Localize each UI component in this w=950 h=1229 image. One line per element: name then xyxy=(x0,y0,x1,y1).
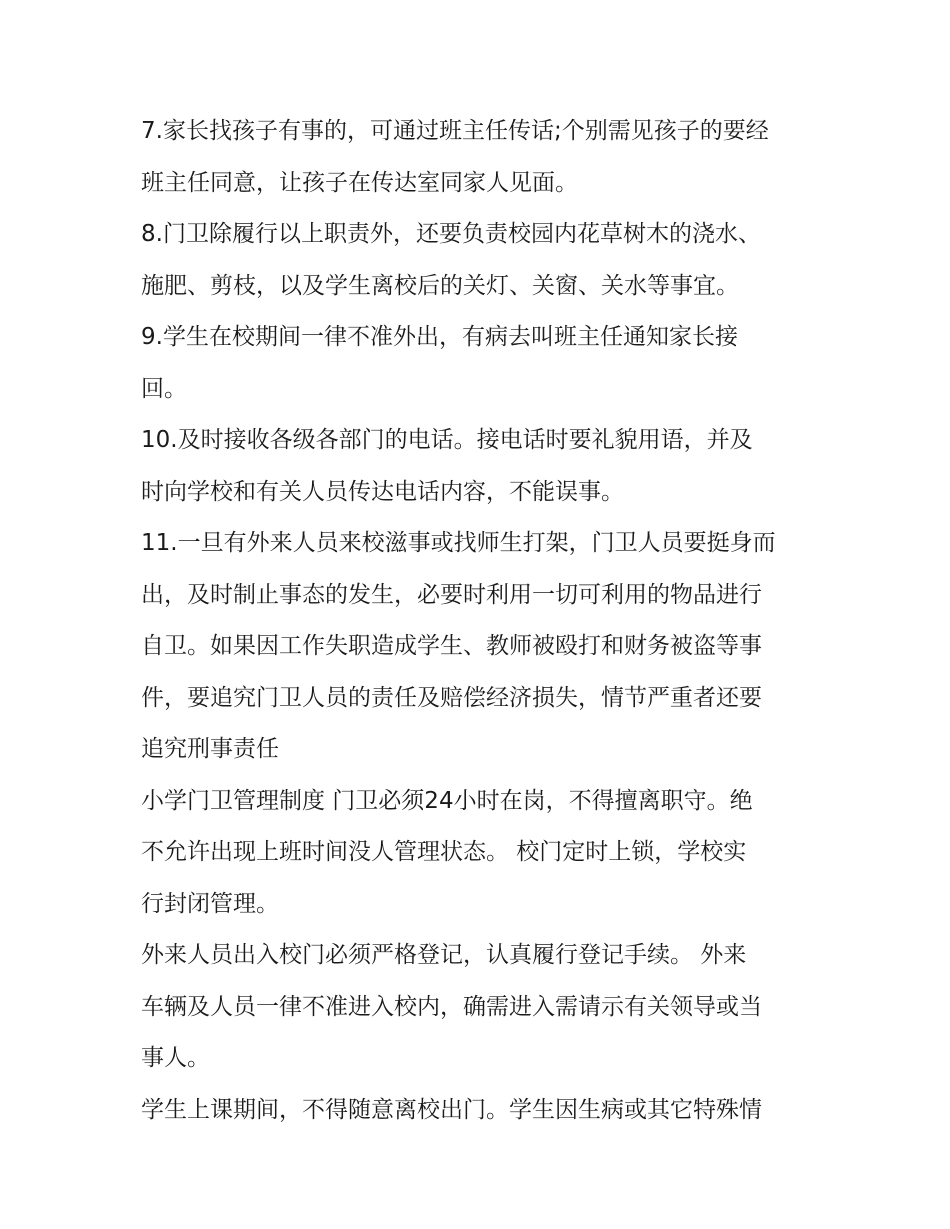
text-line: 施肥、剪枝，以及学生离校后的关灯、关窗、关水等事宜。 xyxy=(141,272,739,299)
document-paragraph xyxy=(141,415,821,518)
text-line: 外来人员出入校门必须严格登记，认真履行登记手续。 外来 xyxy=(141,942,747,968)
document-paragraph xyxy=(141,312,821,415)
text-line: 10.及时接收各级各部门的电话。接电话时要礼貌用语，并及 xyxy=(141,427,753,453)
text-line: 学生上课期间，不得随意离校出门。学生因生病或其它特殊情 xyxy=(141,1096,762,1123)
text-line: 件，要追究门卫人员的责任及赔偿经济损失，情节严重者还要 xyxy=(141,684,762,711)
text-line: 事人。 xyxy=(141,1045,210,1071)
text-line: 自卫。如果因工作失职造成学生、教师被殴打和财务被盗等事 xyxy=(141,633,762,659)
text-line: 不允许出现上班时间没人管理状态。 校门定时上锁，学校实 xyxy=(141,839,747,865)
document-paragraph xyxy=(141,776,821,931)
text-line: 车辆及人员一律不准进入校内，确需进入需请示有关领导或当 xyxy=(141,993,762,1020)
text-line: 8.门卫除履行以上职责外，还要负责校园内花草树木的浇水、 xyxy=(141,221,761,247)
text-line: 小学门卫管理制度 门卫必须24小时在岗，不得擅离职守。绝 xyxy=(141,787,753,814)
text-line: 行封闭管理。 xyxy=(141,890,279,917)
text-line: 7.家长找孩子有事的，可通过班主任传话;个别需见孩子的要经 xyxy=(141,118,769,144)
text-line: 回。 xyxy=(141,375,187,402)
text-line: 出，及时制止事态的发生，必要时利用一切可利用的物品进行 xyxy=(141,581,762,608)
text-line: 11.一旦有外来人员来校滋事或找师生打架，门卫人员要挺身而 xyxy=(141,530,776,556)
document-body xyxy=(141,106,821,1136)
document-paragraph xyxy=(141,209,821,312)
document-paragraph xyxy=(141,1085,821,1137)
document-paragraph xyxy=(141,106,821,209)
text-line: 追究刑事责任 xyxy=(141,736,279,762)
document-paragraph xyxy=(141,518,821,776)
text-line: 时向学校和有关人员传达电话内容，不能误事。 xyxy=(141,478,624,505)
text-line: 班主任同意，让孩子在传达室同家人见面。 xyxy=(141,169,578,196)
text-line: 9.学生在校期间一律不准外出，有病去叫班主任通知家长接 xyxy=(141,324,738,350)
document-paragraph xyxy=(141,930,821,1085)
